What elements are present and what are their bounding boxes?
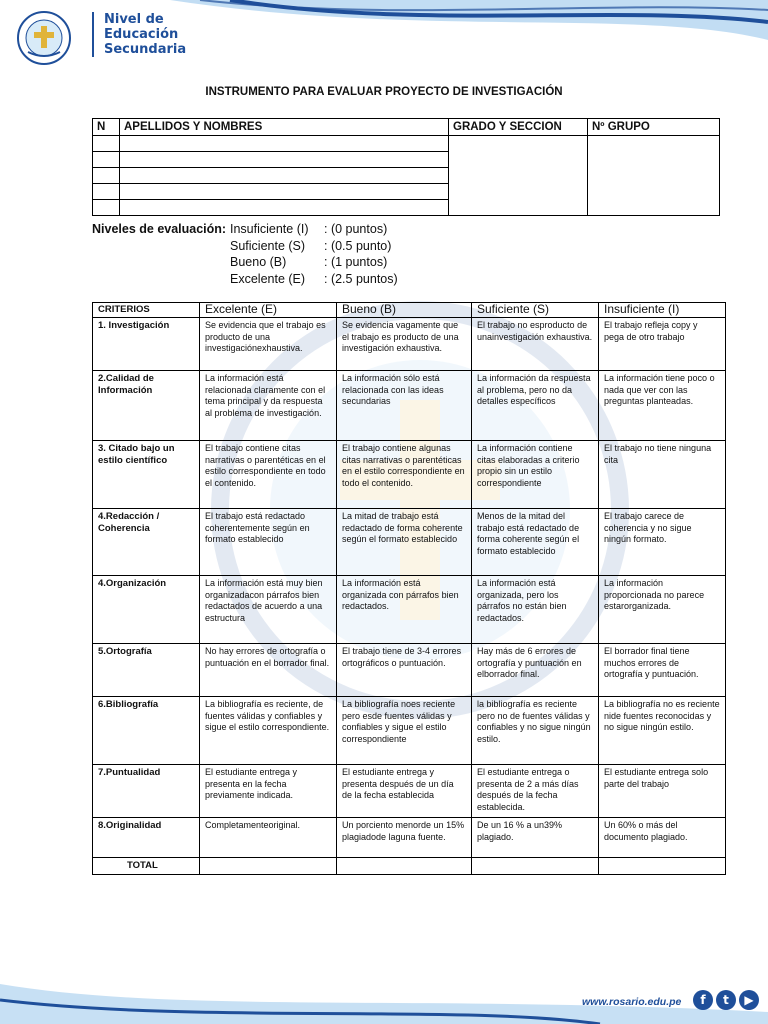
level-name: Excelente (E) <box>230 271 306 286</box>
total-cell[interactable] <box>472 857 599 874</box>
descriptor-cell: De un 16 % a un39% plagiado. <box>472 817 599 857</box>
student-name-cell[interactable] <box>120 152 449 168</box>
school-seal-logo <box>10 8 82 70</box>
rubric-table <box>92 302 726 875</box>
document-title: INSTRUMENTO PARA EVALUAR PROYECTO DE INVESTIGACIÓN <box>205 86 563 98</box>
descriptor-cell: El trabajo carece de coherencia y no sigue ningún formato. <box>599 508 726 575</box>
descriptor-cell: La información está organizada, pero los párrafos no están bien redactados. <box>472 575 599 643</box>
descriptor-cell: La información sólo está relacionada con las ideas secundarias <box>337 370 472 440</box>
student-number-cell[interactable] <box>93 136 120 152</box>
student-row[interactable] <box>93 136 720 152</box>
brand-line-1: Nivel de <box>104 12 164 27</box>
descriptor-cell: Un porciento menorde un 15% plagiadode laguna fuente. <box>337 817 472 857</box>
rubric-row <box>93 370 726 440</box>
descriptor-cell: El trabajo contiene algunas citas narrativas o parentéticas en el estilo correspondiente en todo el contenido. <box>337 440 472 508</box>
criterion-label: 1. Investigación <box>93 317 200 370</box>
levels-label: Niveles de evaluación: <box>92 222 227 236</box>
descriptor-cell: No hay errores de ortografía o puntuación en el borrador final. <box>200 643 337 696</box>
descriptor-cell: La información tiene poco o nada que ver con las preguntas planteadas. <box>599 370 726 440</box>
grade-section-cell[interactable] <box>449 136 588 216</box>
criterion-label: 4.Organización <box>93 575 200 643</box>
descriptor-cell: La información está organizada con párrafos bien redactados. <box>337 575 472 643</box>
descriptor-cell: La información proporcionada no parece estarorganizada. <box>599 575 726 643</box>
descriptor-cell: Menos de la mitad del trabajo está redactado de forma coherente según el formato establecido <box>472 508 599 575</box>
descriptor-cell: La información está relacionada claramente con el tema principal y da respuesta al problema de investigación. <box>200 370 337 440</box>
youtube-icon[interactable]: ▶ <box>739 990 759 1010</box>
header-suficiente: Suficiente (S) <box>472 303 599 318</box>
descriptor-cell: El trabajo tiene de 3-4 errores ortográficos o puntuación. <box>337 643 472 696</box>
descriptor-cell: El trabajo no tiene ninguna cita <box>599 440 726 508</box>
rubric-row <box>93 764 726 817</box>
criterion-label: 4.Redacción / Coherencia <box>93 508 200 575</box>
header-criterios: CRITERIOS <box>93 303 200 318</box>
col-grade: GRADO Y SECCION <box>449 119 588 136</box>
criterion-label: 8.Originalidad <box>93 817 200 857</box>
student-name-cell[interactable] <box>120 200 449 216</box>
descriptor-cell: Se evidencia vagamente que el trabajo es producto de una investigación exhaustiva. <box>337 317 472 370</box>
descriptor-cell: El estudiante entrega y presenta en la fecha previamente indicada. <box>200 764 337 817</box>
descriptor-cell: La bibliografía noes reciente pero esde fuentes válidas y confiables y sigue el estilo correspondiente <box>337 696 472 764</box>
descriptor-cell: El estudiante entrega y presenta después de un día de la fecha establecida <box>337 764 472 817</box>
students-table <box>92 118 720 216</box>
student-name-cell[interactable] <box>120 168 449 184</box>
descriptor-cell: La información está muy bien organizadacon párrafos bien redactados de acuerdo a una estructura <box>200 575 337 643</box>
descriptor-cell: Completamenteoriginal. <box>200 817 337 857</box>
brand-line-2: Educación <box>104 27 179 42</box>
col-names: APELLIDOS Y NOMBRES <box>120 119 449 136</box>
descriptor-cell: El trabajo no esproducto de unainvestigación exhaustiva. <box>472 317 599 370</box>
descriptor-cell: la bibliografía es reciente pero no de fuentes válidas y confiables y no sigue ningún estilo. <box>472 696 599 764</box>
descriptor-cell: El estudiante entrega solo parte del trabajo <box>599 764 726 817</box>
level-name: Bueno (B) <box>230 255 287 269</box>
total-cell[interactable] <box>599 857 726 874</box>
rubric-header-row <box>93 303 726 318</box>
col-group: Nº GRUPO <box>588 119 720 136</box>
criterion-label: 2.Calidad de Información <box>93 370 200 440</box>
level-points: : (1 puntos) <box>324 255 388 269</box>
level-item <box>230 238 391 255</box>
col-n: N <box>93 119 120 136</box>
descriptor-cell: La mitad de trabajo está redactado de forma coherente según el formato establecido <box>337 508 472 575</box>
total-cell[interactable] <box>337 857 472 874</box>
twitter-icon[interactable]: t <box>716 990 736 1010</box>
rubric-row <box>93 575 726 643</box>
descriptor-cell: El borrador final tiene muchos errores de ortografía y puntuación. <box>599 643 726 696</box>
rubric-row <box>93 508 726 575</box>
rubric-row <box>93 643 726 696</box>
facebook-icon[interactable]: f <box>693 990 713 1010</box>
descriptor-cell: El trabajo contiene citas narrativas o parentéticas en el estilo correspondiente en todo el contenido. <box>200 440 337 508</box>
header-excelente: Excelente (E) <box>200 303 337 318</box>
descriptor-cell: Se evidencia que el trabajo es producto de una investigaciónexhaustiva. <box>200 317 337 370</box>
student-number-cell[interactable] <box>93 168 120 184</box>
student-number-cell[interactable] <box>93 184 120 200</box>
descriptor-cell: El trabajo está redactado coherentemente según en formato establecido <box>200 508 337 575</box>
rubric-row <box>93 317 726 370</box>
level-name: Insuficiente (I) <box>230 222 309 236</box>
brand-name <box>92 12 186 57</box>
footer-wave <box>0 954 768 1024</box>
students-header-row <box>93 119 720 136</box>
descriptor-cell: El trabajo refleja copy y pega de otro trabajo <box>599 317 726 370</box>
website-link[interactable]: www.rosario.edu.pe <box>582 996 682 1008</box>
total-label: TOTAL <box>93 857 200 874</box>
header-bueno: Bueno (B) <box>337 303 472 318</box>
descriptor-cell: La bibliografía no es reciente nide fuentes reconocidas y no sigue ningún estilo. <box>599 696 726 764</box>
student-name-cell[interactable] <box>120 136 449 152</box>
criterion-label: 5.Ortografía <box>93 643 200 696</box>
descriptor-cell: Hay más de 6 errores de ortografía y puntuación en elborrador final. <box>472 643 599 696</box>
criterion-label: 7.Puntualidad <box>93 764 200 817</box>
student-name-cell[interactable] <box>120 184 449 200</box>
level-item <box>230 221 387 238</box>
descriptor-cell: La información contiene citas elaboradas a criterio propio sin un estilo correspondiente <box>472 440 599 508</box>
descriptor-cell: Un 60% o más del documento plagiado. <box>599 817 726 857</box>
header-insuficiente: Insuficiente (I) <box>599 303 726 318</box>
rubric-row <box>93 696 726 764</box>
level-name: Suficiente (S) <box>230 238 306 253</box>
descriptor-cell: La bibliografía es reciente, de fuentes válidas y confiables y sigue el estilo correspondiente. <box>200 696 337 764</box>
rubric-row <box>93 817 726 857</box>
criterion-label: 3. Citado bajo un estilo científico <box>93 440 200 508</box>
level-points: : (0 puntos) <box>324 222 388 236</box>
level-points: : (0.5 punto) <box>324 238 392 253</box>
descriptor-cell: El estudiante entrega o presenta de 2 a más días después de la fecha establecida. <box>472 764 599 817</box>
criterion-label: 6.Bibliografía <box>93 696 200 764</box>
student-number-cell[interactable] <box>93 152 120 168</box>
level-item <box>230 271 398 288</box>
rubric-total-row <box>93 857 726 874</box>
level-points: : (2.5 puntos) <box>324 271 398 286</box>
descriptor-cell: La información da respuesta al problema, pero no da detalles específicos <box>472 370 599 440</box>
level-item <box>230 254 387 271</box>
total-cell[interactable] <box>200 857 337 874</box>
group-number-cell[interactable] <box>588 136 720 216</box>
rubric-row <box>93 440 726 508</box>
brand-line-3: Secundaria <box>104 42 187 57</box>
student-number-cell[interactable] <box>93 200 120 216</box>
